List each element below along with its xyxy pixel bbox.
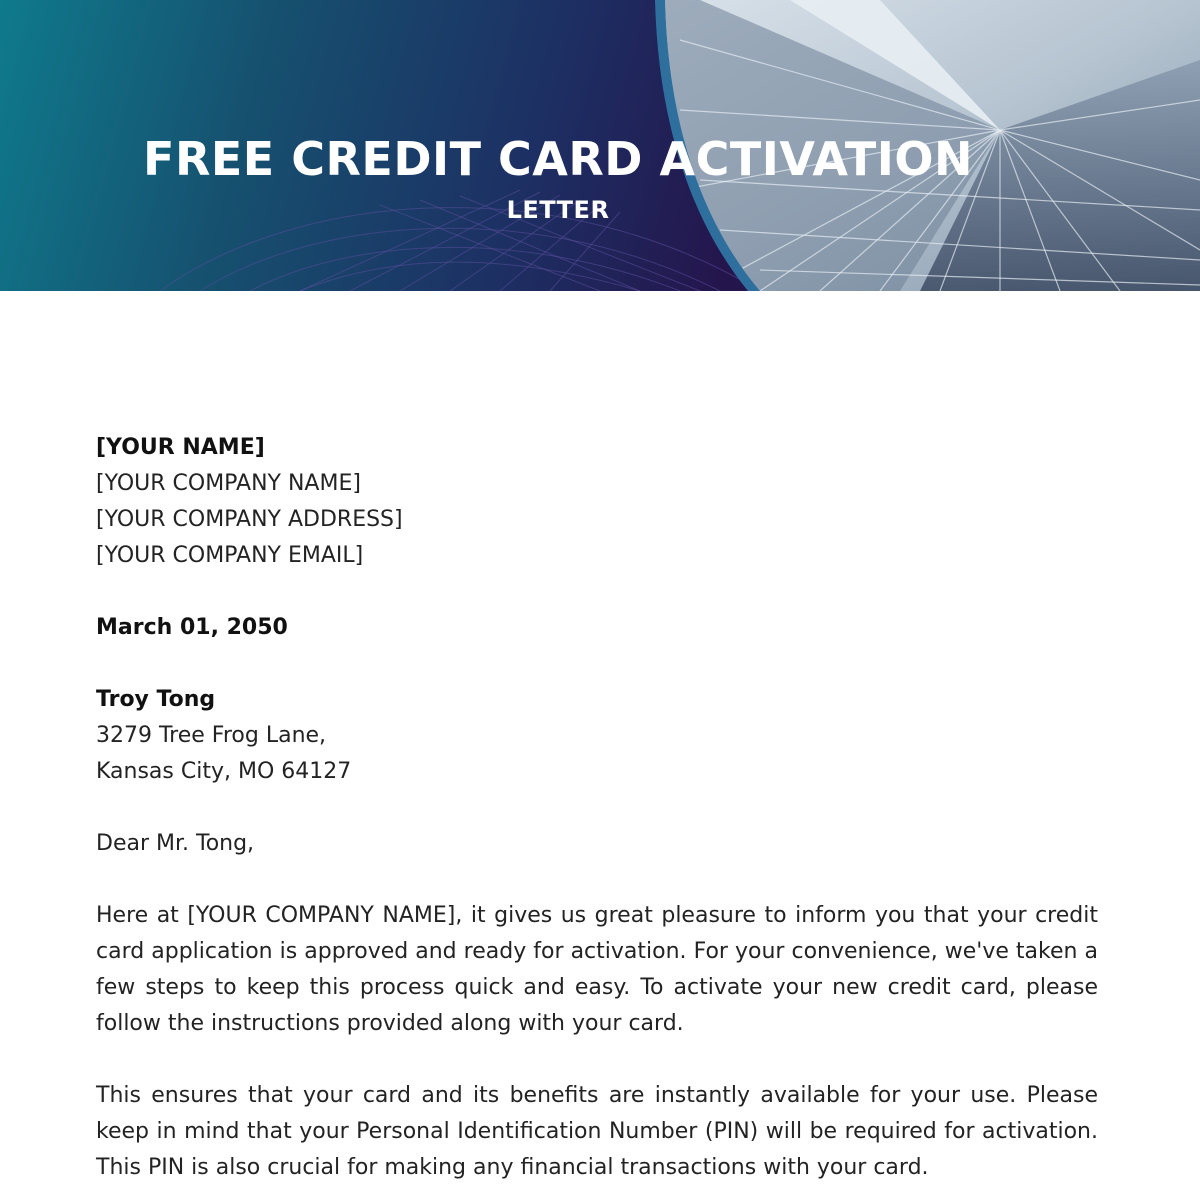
paragraph-2: This ensures that your card and its benefits are instantly available for your use. Please keep in mind that your Personal Identification Number (PIN) will be required for activation. This PIN is also crucial for making any financial transactions with your card. [96,1083,1098,1180]
sender-email: [YOUR COMPANY EMAIL] [96,543,364,568]
salutation: Dear Mr. Tong, [96,831,255,856]
page-subtitle: LETTER [506,196,610,224]
letter-body [96,430,1098,1186]
page-title [0,132,1200,186]
recipient-street: 3279 Tree Frog Lane, [96,723,327,748]
recipient-city: Kansas City, MO 64127 [96,759,352,784]
sender-name: [YOUR NAME] [96,435,265,460]
sender-company: [YOUR COMPANY NAME] [96,471,361,496]
header-banner [0,0,1200,291]
paragraph-1: Here at [YOUR COMPANY NAME], it gives us great pleasure to inform you that your credit card application is approved and ready for activation. For your convenience, we've taken a few steps to keep this process quick and easy. To activate your new credit card, please follow the instructions provided along with your card. [96,903,1098,1036]
page-title-text: FREE CREDIT CARD ACTIVATION [143,132,973,186]
recipient-name: Troy Tong [96,687,216,712]
letter-date: March 01, 2050 [96,615,288,640]
sender-address: [YOUR COMPANY ADDRESS] [96,507,403,532]
